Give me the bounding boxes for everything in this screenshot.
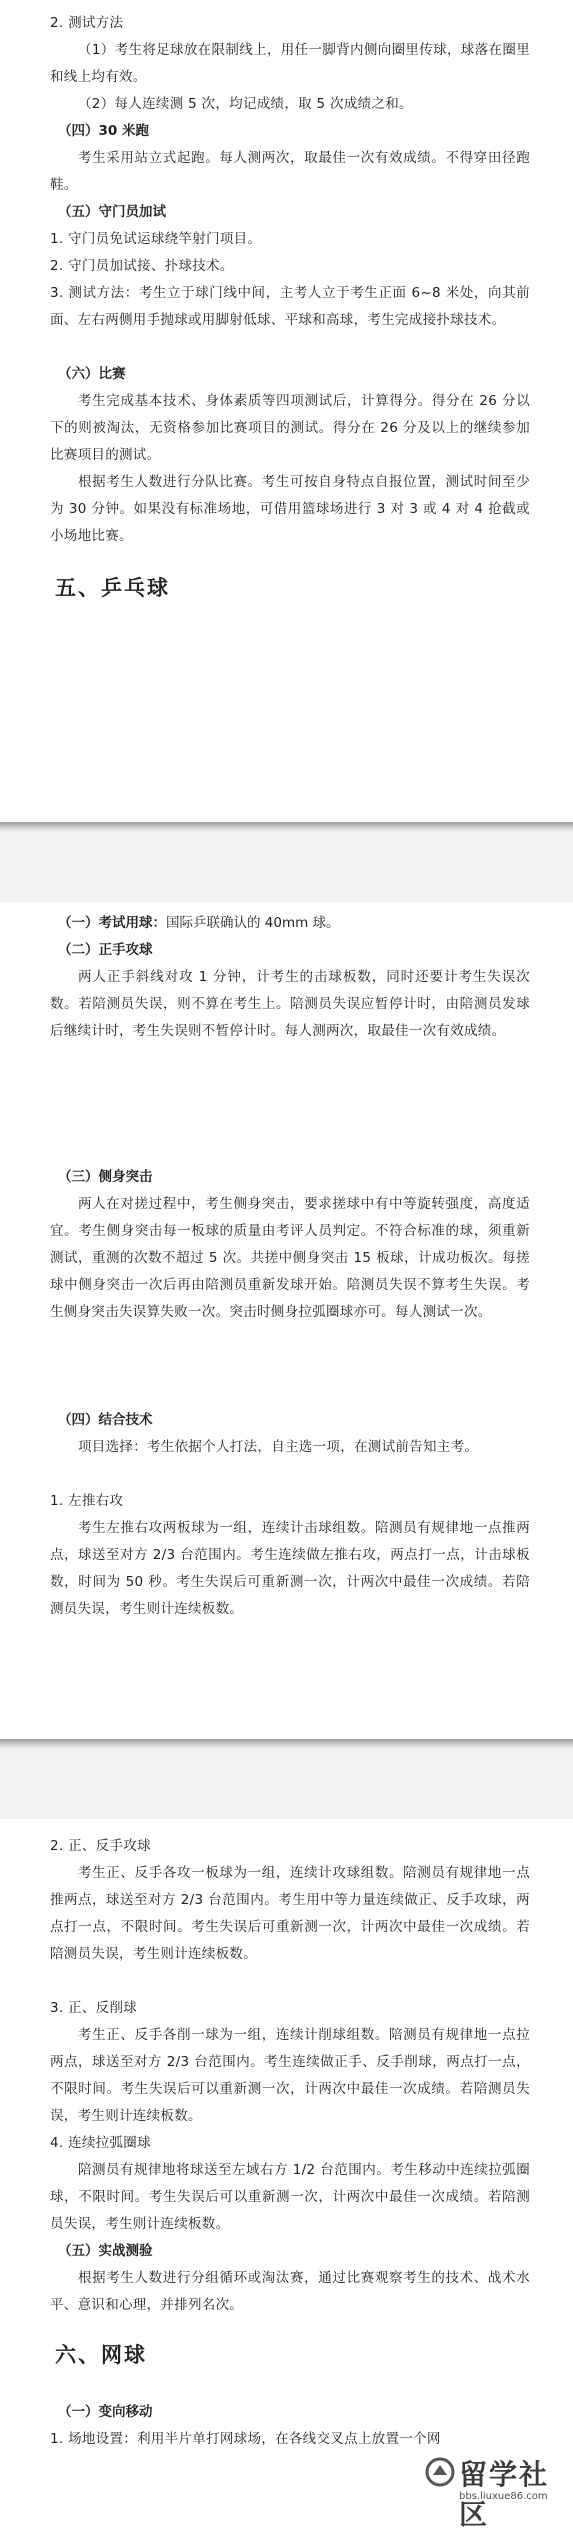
match-text-2: 根据考生人数进行分队比赛。考生可按自身特点自报位置，测试时间至少为 30 分钟。如果没有标准场地，可借用篮球场进行 3 对 3 或 4 对 4 抢截或小场地比赛。 xyxy=(50,474,530,544)
forehand-backhand-text: 考生正、反手各攻一板球为一组，连续计攻球组数。陪测员有规律地一点推两点，球送至对方 2/3 台范围内。考生用中等力量连续做正、反手攻球，两点打一点，不限时间。考生失误后可重新测一次，计两次中最佳一次成绩。若陪测员失误，考生则计连续板数。 xyxy=(50,1865,530,1962)
ball-heading: （一）考试用球：国际乒联确认的 40mm 球。 xyxy=(58,915,340,931)
watermark-text: 留学社区 xyxy=(459,2458,550,2531)
sprint-heading: （四）30 米跑 xyxy=(58,123,149,139)
page-divider xyxy=(0,1739,573,1819)
chop-heading: 3. 正、反削球 xyxy=(50,2000,138,2016)
push-attack-text: 考生左推右攻两板球为一组，连续计击球组数。陪测员有规律地一点推两点，球送至对方 2/3 台范围内。考生连续做左推右攻，两点打一点，计击球板数，时间为 50 秒。考生失误后可重新测一次，计两次中最佳一次成绩。若陪测员失误，考生则计连续板数。 xyxy=(50,1520,530,1617)
page-divider xyxy=(0,822,573,902)
move-heading: （一）变向移动 xyxy=(58,2404,153,2420)
push-attack-heading: 1. 左推右攻 xyxy=(50,1493,124,1509)
goalkeeper-item-2: 2. 守门员加试接、扑球技术。 xyxy=(50,258,234,274)
combo-intro: 项目选择：考生依据个人打法，自主选一项，在测试前告知主考。 xyxy=(78,1439,479,1455)
court-setup-text: 1. 场地设置：利用半片单打网球场，在各线交叉点上放置一个网 xyxy=(50,2431,441,2447)
watermark-url: bbs.liuxue86.com xyxy=(459,2491,548,2502)
side-attack-text: 两人在对搓过程中，考生侧身突击，要求搓球中有中等旋转强度，高度适宜。考生侧身突击每一板球的质量由考评人员判定。不符合标准的球，须重新测试，重测的次数不超过 5 次。共搓中侧身突击 15 板球，计成功板次。每搓球中侧身突击一次后再由陪测员重新发球开始。陪测员失误不算考生失误。考生侧身突击失误算失败一次。突击时侧身拉弧圈球亦可。每人测试一次。 xyxy=(50,1196,530,1320)
loop-heading: 4. 连续拉弧圈球 xyxy=(50,2135,151,2151)
match-text-1: 考生完成基本技术、身体素质等四项测试后，计算得分。得分在 26 分以下的则被淘汰，无资格参加比赛项目的测试。得分在 26 分及以上的继续参加比赛项目的测试。 xyxy=(50,393,530,463)
document-sheet-3 xyxy=(0,1164,573,1739)
watermark xyxy=(425,2451,565,2531)
combo-heading: （四）结合技术 xyxy=(58,1412,153,1428)
forehand-backhand-heading: 2. 正、反手攻球 xyxy=(50,1838,151,1854)
sprint-text: 考生采用站立式起跑。每人测两次，取最佳一次有效成绩。不得穿田径跑鞋。 xyxy=(50,150,530,193)
goalkeeper-item-1: 1. 守门员免试运球绕竿射门项目。 xyxy=(50,231,262,247)
method-rule-2: （2）每人连续测 5 次，均记成绩，取 5 次成绩之和。 xyxy=(78,96,413,112)
side-attack-heading: （三）侧身突击 xyxy=(58,1169,153,1185)
method-heading: 2. 测试方法 xyxy=(50,15,124,31)
loop-text: 陪测员有规律地将球送至左域右方 1/2 台范围内。考生移动中连续拉弧圈球，不限时间。考生失误后可以重新测一次，计两次中最佳一次成绩。若陪测员失误，考生则计连续板数。 xyxy=(50,2162,530,2232)
document-sheet-4 xyxy=(0,1819,573,2531)
practice-heading: （五）实战测验 xyxy=(58,2243,153,2259)
document-sheet-1 xyxy=(0,0,573,822)
method-rule-1: （1）考生将足球放在限制线上，用任一脚背内侧向圈里传球，球落在圈里和线上均有效。 xyxy=(50,42,530,85)
watermark-logo-icon xyxy=(425,2457,455,2487)
chop-text: 考生正、反手各削一球为一组，连续计削球组数。陪测员有规律地一点拉两点，球送至对方 2/3 台范围内。考生连续做正手、反手削球，两点打一点，不限时间。考生失误后可以重新测一次，计两次中最佳一次成绩。若陪测员失误，考生则计连续板数。 xyxy=(50,2027,530,2124)
forehand-text: 两人正手斜线对攻 1 分钟，计考生的击球板数，同时还要计考生失误次数。若陪测员失误，则不算在考生上。陪测员失误应暂停计时，由陪测员发球后继续计时，考生失误则不暂停计时。每人测两次，取最佳一次有效成绩。 xyxy=(50,969,530,1039)
goalkeeper-heading: （五）守门员加试 xyxy=(58,204,166,220)
match-heading: （六）比赛 xyxy=(58,366,126,382)
section-table-tennis-title: 五、乒乓球 xyxy=(55,576,170,600)
practice-text: 根据考生人数进行分组循环或淘汰赛，通过比赛观察考生的技术、战术水平、意识和心理，并排列名次。 xyxy=(50,2270,530,2313)
goalkeeper-item-3: 3. 测试方法：考生立于球门线中间，主考人立于考生正面 6~8 米处，向其前面、左右两侧用手抛球或用脚射低球、平球和高球，考生完成接扑球技术。 xyxy=(50,285,530,328)
document-sheet-2 xyxy=(0,902,573,1164)
forehand-heading: （二）正手攻球 xyxy=(58,942,153,958)
section-tennis-title: 六、网球 xyxy=(55,2343,147,2367)
ball-text: 国际乒联确认的 40mm 球。 xyxy=(166,915,340,931)
